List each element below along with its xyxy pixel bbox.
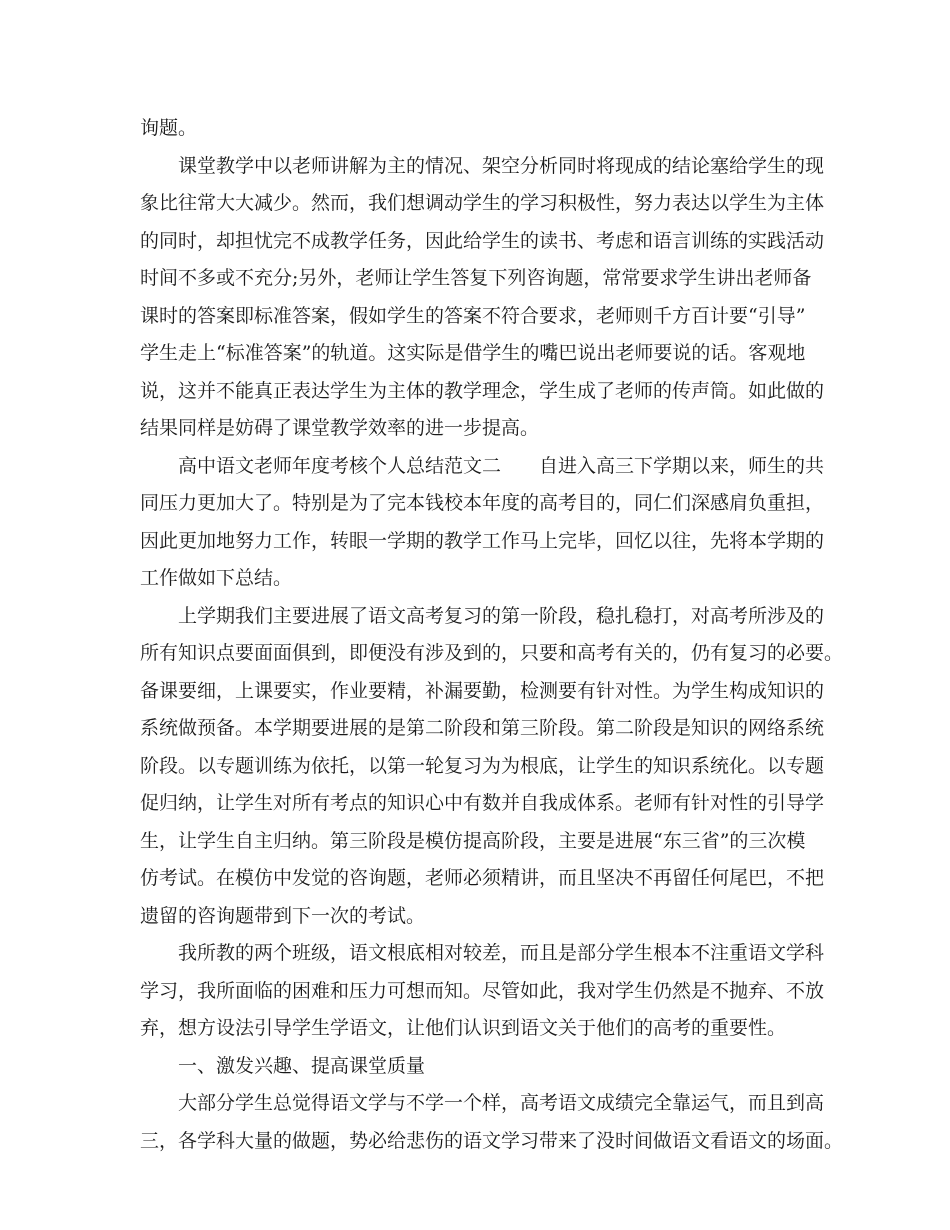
text-line: 课堂教学中以老师讲解为主的情况、架空分析同时将现成的结论塞给学生的现 (178, 154, 825, 177)
text-line: 结果同样是妨碍了课堂教学效率的进一步提高。 (140, 417, 540, 439)
text-line: 大部分学生总觉得语文学与不学一个样，高考语文成绩完全靠运气，而且到高 (178, 1092, 825, 1114)
text-line: 同压力更加大了。特别是为了完本钱校本年度的高考目的，同仁们深感肩负重担， (140, 492, 825, 514)
document-page (140, 110, 844, 1160)
text-line: 工作做如下总结。 (140, 567, 293, 589)
text-line: 生，让学生自主归纳。第三阶段是模仿提高阶段，主要是进展“东三省”的三次模 (140, 829, 806, 852)
paragraph-continuation (140, 110, 816, 148)
text-line: 仿考试。在模仿中发觉的咨询题，老师必须精讲，而且坚决不再留任何尾巴，不把 (140, 867, 825, 889)
text-line: 说，这并不能真正表达学生为主体的教学理念，学生成了老师的传声筒。如此做的 (140, 379, 825, 402)
text-line: 学习，我所面临的困难和压力可想而知。尽管如此，我对学生仍然是不抛弃、不放 (140, 979, 825, 1002)
section-heading (140, 1048, 816, 1086)
text-line: 所有知识点要面面俱到，即便没有涉及到的，只要和高考有关的，仍有复习的必要。 (140, 642, 844, 664)
text-line: 备课要细，上课要实，作业要精，补漏要勤，检测要有针对性。为学生构成知识的 (140, 679, 825, 702)
text-line: 询题。 (140, 117, 198, 139)
text-line: 三，各学科大量的做题，势必给悲伤的语文学习带来了没时间做语文看语文的场面。 (140, 1129, 844, 1152)
paragraph-classes (140, 935, 825, 1048)
text-line: 遗留的咨询题带到下一次的考试。 (140, 904, 426, 927)
text-line: 象比往常大大减少。然而，我们想调动学生的学习积极性，努力表达以学生为主体 (140, 192, 825, 214)
text-line: 促归纳，让学生对所有考点的知识心中有数并自我成体系。老师有针对性的引导学 (140, 792, 825, 814)
paragraph-sample-two (140, 448, 825, 598)
text-line: 课时的答案即标准答案，假如学生的答案不符合要求，老师则千方百计要“引导” (140, 304, 806, 327)
text-line: 系统做预备。本学期要进展的是第二阶段和第三阶段。第二阶段是知识的网络系统 (140, 717, 825, 739)
text-line: 的同时，却担忧完不成教学任务，因此给学生的读书、考虑和语言训练的实践活动 (140, 229, 825, 252)
text-line: 阶段。以专题训练为依托，以第一轮复习为为根底，让学生的知识系统化。以专题 (140, 754, 825, 777)
text-line: 学生走上“标准答案”的轨道。这实际是借学生的嘴巴说出老师要说的话。客观地 (140, 342, 806, 364)
heading-line: 一、激发兴趣、提高课堂质量 (178, 1054, 426, 1077)
text-line: 高中语文老师年度考核个人总结范文二 自进入高三下学期以来，师生的共 (178, 454, 825, 477)
paragraph-interest (140, 1085, 844, 1160)
paragraph-classroom-teaching (140, 148, 825, 448)
text-line: 弃，想方设法引导学生学语文，让他们认识到语文关于他们的高考的重要性。 (140, 1017, 787, 1039)
text-line: 上学期我们主要进展了语文高考复习的第一阶段，稳扎稳打，对高考所涉及的 (178, 604, 825, 627)
text-line: 我所教的两个班级，语文根底相对较差，而且是部分学生根本不注重语文学科 (178, 942, 825, 964)
paragraph-review-stages (140, 598, 844, 936)
text-line: 时间不多或不充分;另外，老师让学生答复下列咨询题，常常要求学生讲出老师备 (140, 267, 812, 289)
text-line: 因此更加地努力工作，转眼一学期的教学工作马上完毕，回忆以往，先将本学期的 (140, 529, 825, 552)
